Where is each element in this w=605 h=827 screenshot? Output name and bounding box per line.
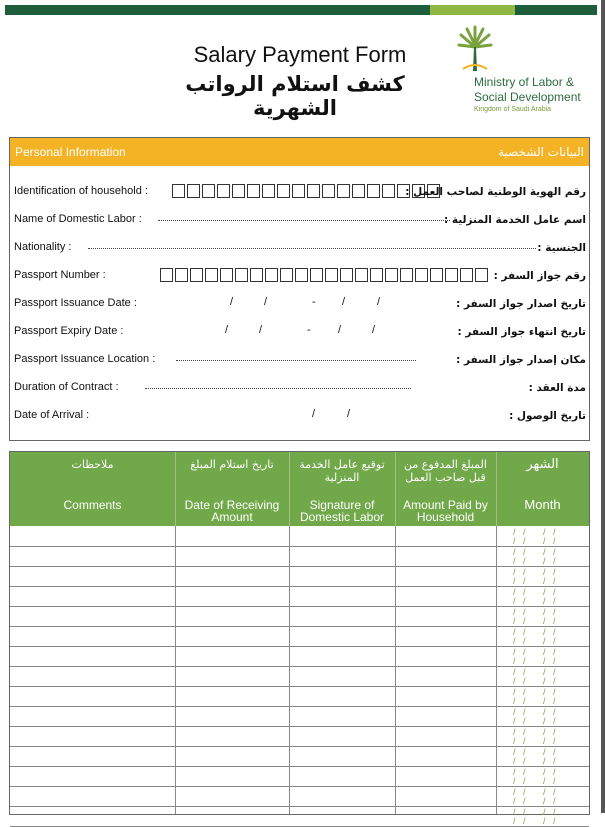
salary-table: [9, 451, 590, 826]
field-passport-issuance-date: Passport Issuance Date : / / - / / تاريخ اصدار جواز السفر :: [14, 296, 586, 310]
table-row: [10, 746, 589, 747]
table-row: [10, 646, 589, 647]
top-color-bar: [5, 5, 597, 15]
field-passport-number: Passport Number : رقم جواز السفر :: [14, 269, 586, 282]
month-date-placeholder[interactable]: / / / /: [513, 747, 556, 757]
field-passport-expiry-date: Passport Expiry Date : / / - / / تاريخ انتهاء جواز السفر :: [14, 324, 586, 338]
form-title-english: Salary Payment Form: [193, 42, 407, 67]
palm-logo-icon: [455, 25, 495, 75]
table-row: [10, 666, 589, 667]
field-passport-issuance-location: Passport Issuance Location : مكان إصدار جواز السفر :: [14, 353, 586, 366]
column-comments: ملاحظات Comments: [63, 458, 122, 512]
field-nationality: Nationality : الجنسية :: [14, 241, 586, 254]
page-edge-scrollbar: [601, 0, 605, 813]
month-date-placeholder[interactable]: / / / /: [513, 727, 556, 737]
month-date-placeholder[interactable]: / / / /: [513, 536, 556, 546]
passport-digit-boxes[interactable]: [160, 268, 490, 282]
month-date-placeholder[interactable]: / / / /: [513, 627, 556, 637]
month-date-placeholder[interactable]: / / / /: [513, 756, 556, 766]
nationality-input-line[interactable]: [88, 248, 536, 249]
month-date-placeholder[interactable]: / / / /: [513, 556, 556, 566]
month-date-placeholder[interactable]: / / / /: [513, 527, 556, 537]
month-date-placeholder[interactable]: / / / /: [513, 676, 556, 686]
section-header: [10, 138, 589, 166]
month-date-placeholder[interactable]: / / / /: [513, 587, 556, 597]
month-date-placeholder[interactable]: / / / /: [513, 616, 556, 626]
month-date-placeholder[interactable]: / / / /: [513, 716, 556, 726]
month-date-placeholder[interactable]: / / / /: [513, 707, 556, 717]
table-row: [10, 566, 589, 567]
location-input-line[interactable]: [176, 360, 416, 361]
month-date-placeholder[interactable]: / / / /: [513, 816, 556, 826]
field-domestic-labor-name: Name of Domestic Labor : اسم عامل الخدمة المنزلية :: [14, 213, 586, 226]
personal-information-section: [9, 137, 590, 441]
table-row: [10, 606, 589, 607]
month-date-placeholder[interactable]: / / / /: [513, 567, 556, 577]
month-date-placeholder[interactable]: / / / /: [513, 776, 556, 786]
field-duration-of-contract: Duration of Contract : مدة العقد :: [14, 381, 586, 394]
table-row: [10, 786, 589, 787]
name-input-line[interactable]: [158, 220, 450, 221]
field-date-of-arrival: Date of Arrival : / / تاريخ الوصول :: [14, 408, 586, 422]
table-row: [10, 546, 589, 547]
table-row: [10, 806, 589, 807]
column-date-receiving: تاريخ استلام المبلغ Date of Receiving Amount: [184, 458, 280, 524]
month-date-placeholder[interactable]: / / / /: [513, 647, 556, 657]
table-row: [10, 586, 589, 587]
table-row: [10, 706, 589, 707]
month-date-placeholder[interactable]: / / / /: [513, 687, 556, 697]
section-title-english: Personal Information: [15, 145, 126, 159]
month-date-placeholder[interactable]: / / / /: [513, 767, 556, 777]
month-date-placeholder[interactable]: / / / /: [513, 787, 556, 797]
ministry-name: Ministry of Labor & Social Development: [474, 75, 581, 104]
month-date-placeholder[interactable]: / / / /: [513, 667, 556, 677]
month-date-placeholder[interactable]: / / / /: [513, 736, 556, 746]
table-header: [10, 452, 589, 526]
month-date-placeholder[interactable]: / / / /: [513, 636, 556, 646]
table-row: [10, 766, 589, 767]
month-date-placeholder[interactable]: / / / /: [513, 656, 556, 666]
month-date-placeholder[interactable]: / / / /: [513, 607, 556, 617]
table-row: [10, 686, 589, 687]
duration-input-line[interactable]: [145, 388, 411, 389]
column-signature: توقيع عامل الخدمة المنزلية Signature of Domestic Labor: [299, 458, 385, 524]
month-date-placeholder[interactable]: / / / /: [513, 596, 556, 606]
id-digit-boxes[interactable]: [172, 184, 442, 198]
ministry-country: Kingdom of Saudi Arabia: [474, 106, 552, 113]
field-identification-household: Identification of household : رقم الهوية الوطنية لصاحب العمل :: [14, 185, 586, 198]
month-date-placeholder[interactable]: / / / /: [513, 796, 556, 806]
month-date-placeholder[interactable]: / / / /: [513, 696, 556, 706]
table-row: [10, 626, 589, 627]
section-title-arabic: البيانات الشخصية: [498, 145, 584, 159]
month-date-placeholder[interactable]: / / / /: [513, 576, 556, 586]
month-date-placeholder[interactable]: / / / /: [513, 547, 556, 557]
column-amount-paid: المبلغ المدفوع من قبل صاحب العمل Amount Paid by Household: [403, 458, 488, 524]
month-date-placeholder[interactable]: / / / /: [513, 807, 556, 817]
column-month: الشهر Month: [524, 457, 561, 512]
table-row: [10, 726, 589, 727]
form-title-arabic: كشف استلام الرواتب الشهرية: [185, 72, 405, 120]
